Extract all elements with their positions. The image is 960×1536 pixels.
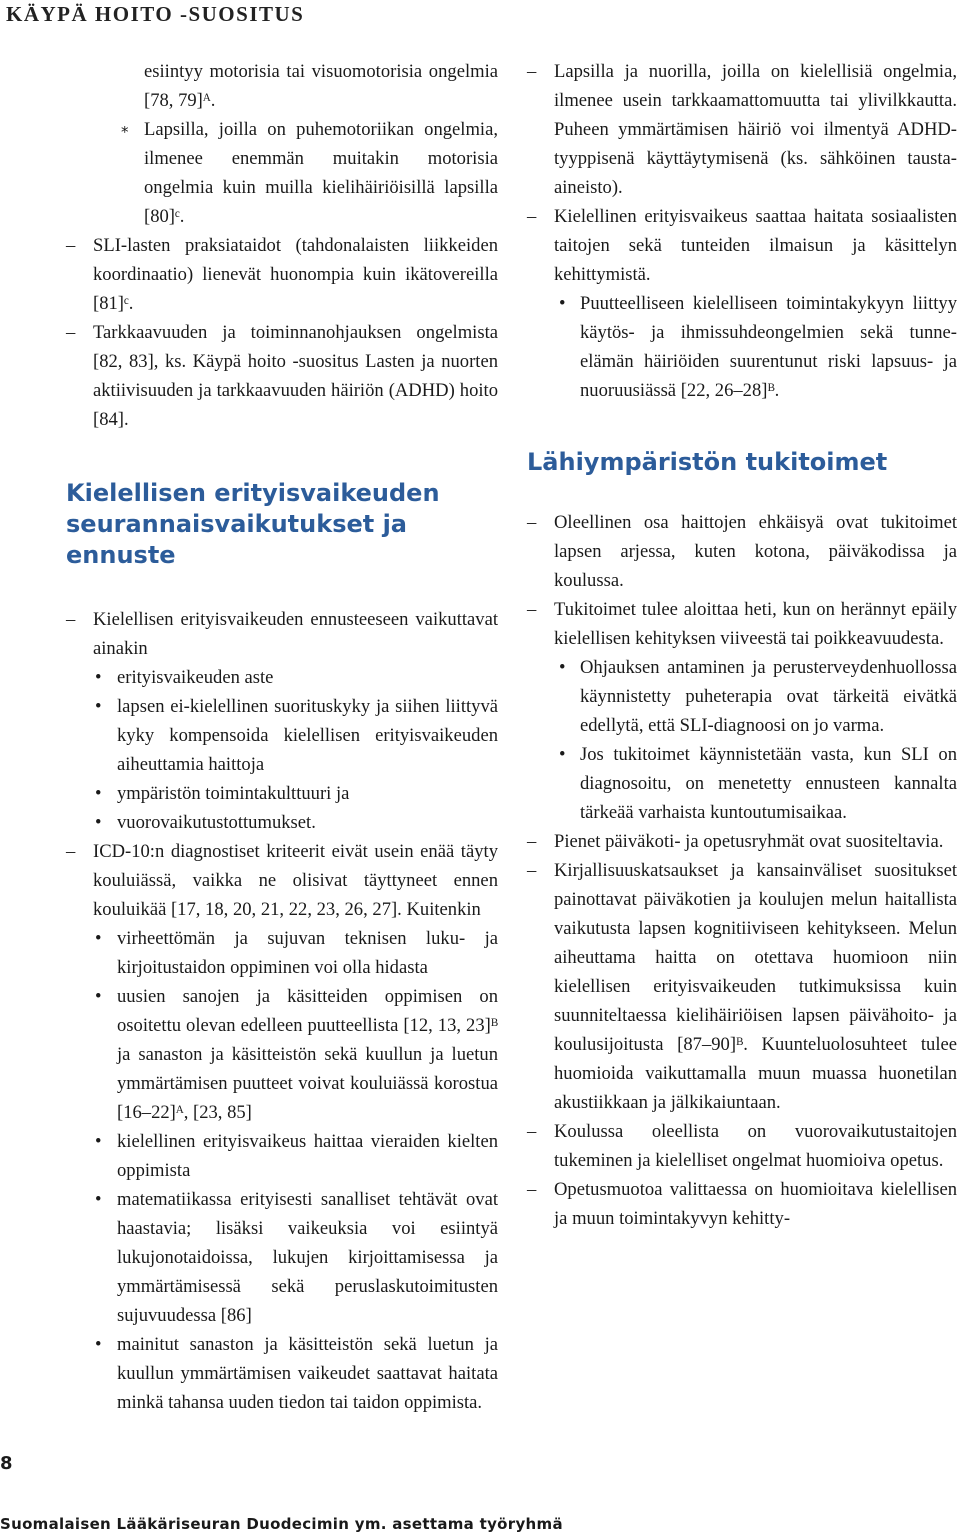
list-item: – Opetusmuotoa valittaessa on huomioitava kielellisen ja muun toimintakyvyn kehitty-: [527, 1175, 957, 1233]
list-item: – Kirjallisuuskatsaukset ja kansainväliset suositukset painottavat päiväkotien ja koulujen melun haitallista vaikutusta lapsen kognitiiviseen kehitykseen. Melun aiheuttama haitta on otettava huomioon niin kielellisen erityisvaikeuden tutkimuksissa kuin suunniteltaessa kielihäiriöisen lapsen päivähoito- ja koulusijoitusta [87–90]ᴮ. Kuunteluolosuhteet tulee huomioida vaikuttamalla muun muassa huonetilan akustiikkaan ja jälkikaiuntaan.: [527, 856, 957, 1117]
list-item: • erityisvaikeuden aste: [66, 663, 498, 692]
list-item: • kielellinen erityisvaikeus haittaa vieraiden kielten oppimista: [66, 1127, 498, 1185]
right-column: [527, 57, 957, 1233]
list-item: – Kielellinen erityisvaikeus saattaa haitata sosiaalisten taitojen sekä tunteiden ilmaisun ja käsittelyn kehittymistä.: [527, 202, 957, 289]
list-item: • virheettömän ja sujuvan teknisen luku- ja kirjoitustaidon oppiminen voi olla hidasta: [66, 924, 498, 982]
list-item: • uusien sanojen ja käsitteiden oppimisen on osoitettu olevan edelleen puutteellista [12, 13, 23]ᴮ ja sanaston ja käsitteistön sekä kuullun ja luetun ymmärtämisen puutteet voivat kouluiässä korostua [16–22]ᴬ, [23, 85]: [66, 982, 498, 1127]
list-item: – Koulussa oleellista on vuorovaikutustaitojen tukeminen ja kielelliset ongelmat huomioiva opetus.: [527, 1117, 957, 1175]
list-item: – SLI-lasten praksiataidot (tahdonalaisten liikkeiden koordinaatio) lienevät huonompia kuin ikätovereilla [81]ᶜ.: [66, 231, 498, 318]
page-number: 8: [0, 1453, 13, 1474]
running-header: KÄYPÄ HOITO -SUOSITUS: [6, 2, 305, 26]
list-item: • lapsen ei-kielellinen suorituskyky ja siihen liittyvä kyky kompensoida kielellisen erityisvaikeuden aiheuttamia haittoja: [66, 692, 498, 779]
list-item: – Tukitoimet tulee aloittaa heti, kun on herännyt epäily kielellisen kehityksen viiveestä tai poikkeavuudesta.: [527, 595, 957, 653]
list-item: • Ohjauksen antaminen ja perusterveydenhuollossa käynnistetty puheterapia ovat tärkeitä eivätkä edellytä, että SLI-diagnoosi on jo varma.: [527, 653, 957, 740]
list-item: – Pienet päiväkoti- ja opetusryhmät ovat suositeltavia.: [527, 827, 957, 856]
list-item: – Lapsilla ja nuorilla, joilla on kielellisiä ongelmia, ilmenee usein tarkkaamattomuutta tai ylivilkkautta. Puheen ymmärtämisen häiriö voi ilmentyä ADHD-tyyppisenä käyttäytymisenä (ks. sähköinen tausta-aineisto).: [527, 57, 957, 202]
list-item: – ICD-10:n diagnostiset kriteerit eivät usein enää täyty kouluiässä, vaikka ne olisivat täyttyneet ennen kouluikää [17, 18, 20, 21, 22, 23, 26, 27]. Kuitenkin: [66, 837, 498, 924]
list-item: – Kielellisen erityisvaikeuden ennusteeseen vaikuttavat ainakin: [66, 605, 498, 663]
list-item: • Puutteelliseen kielelliseen toimintakykyyn liittyy käytös- ja ihmissuhdeongelmien sekä tunne-elämän häiriöiden suurentunut riski lapsuus- ja nuoruusiässä [22, 26–28]ᴮ.: [527, 289, 957, 405]
list-item: – Tarkkaavuuden ja toiminnanohjauksen ongelmista [82, 83], ks. Käypä hoito -suositus Lasten ja nuorten aktiivisuuden ja tarkkaavuuden häiriön (ADHD) hoito [84].: [66, 318, 498, 434]
list-item: * Lapsilla, joilla on puhemotoriikan ongelmia, ilmenee enemmän muitakin motorisia ongelmia kuin muilla kielihäiriöisillä lapsilla [80]ᶜ.: [66, 115, 498, 231]
list-item: • matematiikassa erityisesti sanalliset tehtävät ovat haastavia; lisäksi vaikeuksia voi esiintyä lukujonotaidoissa, lukujen kirjoittamisessa ja ymmärtämisessä sekä peruslaskutoimitusten sujuvuudessa [86]: [66, 1185, 498, 1330]
section-heading: Lähiympäristön tukitoimet: [527, 448, 888, 476]
list-item: esiintyy motorisia tai visuomotorisia ongelmia [78, 79]ᴬ.: [144, 61, 498, 111]
section-heading: Kielellisen erityisvaikeuden seurannaisvaikutukset ja ennuste: [66, 479, 440, 569]
running-footer: Suomalaisen Lääkäriseuran Duodecimin ym. asettama työryhmä: [0, 1515, 563, 1533]
list-item: • mainitut sanaston ja käsitteistön sekä luetun ja kuullun ymmärtämisen vaikeudet saattavat haitata minkä tahansa uuden tiedon tai taidon oppimista.: [66, 1330, 498, 1417]
left-column: [66, 57, 498, 1417]
list-item: • Jos tukitoimet käynnistetään vasta, kun SLI on diagnosoitu, on menetetty ennusteen kannalta tärkeää varhaista kuntoutumisaikaa.: [527, 740, 957, 827]
list-item: – Oleellinen osa haittojen ehkäisyä ovat tukitoimet lapsen arjessa, kuten kotona, päiväkodissa ja koulussa.: [527, 508, 957, 595]
list-item: • vuorovaikutustottumukset.: [66, 808, 498, 837]
list-item: • ympäristön toimintakulttuuri ja: [66, 779, 498, 808]
